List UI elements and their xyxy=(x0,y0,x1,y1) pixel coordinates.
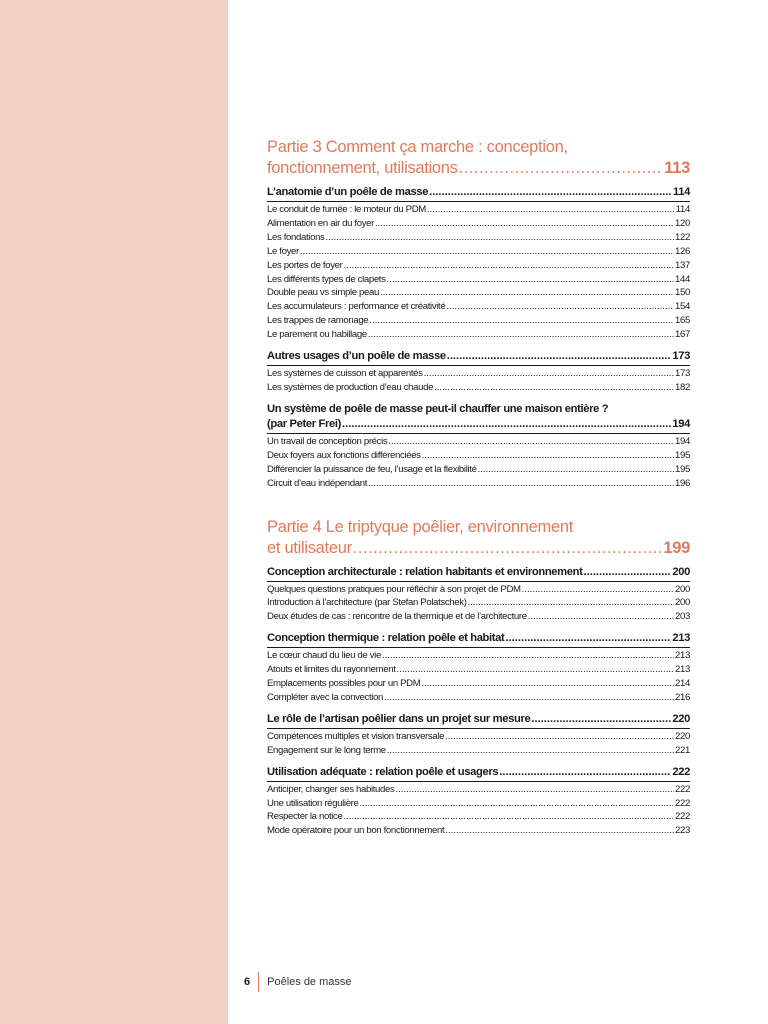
section-heading[interactable] xyxy=(267,185,690,202)
leader-dots xyxy=(397,663,675,677)
section-title-line1: Un système de poêle de masse peut-il chauffer une maison entière ? xyxy=(267,402,609,415)
part-3-heading xyxy=(267,137,690,179)
entry-page: 154 xyxy=(675,301,690,313)
table-of-contents xyxy=(267,137,690,838)
section-title: Le rôle de l’artisan poêlier dans un projet sur mesure xyxy=(267,712,531,725)
toc-entry[interactable] xyxy=(267,783,690,797)
entry-page: 221 xyxy=(675,744,690,756)
leader-dots xyxy=(387,273,674,287)
entry-label: Le conduit de fumée : le moteur du PDM xyxy=(267,204,426,215)
entry-label: Introduction à l’architecture (par Stefan Polatschek) xyxy=(267,597,467,609)
section-title: L’anatomie d’un poêle de masse xyxy=(267,186,429,198)
section-page: 194 xyxy=(672,417,690,430)
entry-page: 213 xyxy=(675,664,690,676)
leader-dots xyxy=(528,610,674,624)
entry-page: 195 xyxy=(675,449,690,461)
part-3-title-line1: Partie 3 Comment ça marche : conception, xyxy=(267,138,568,156)
toc-section xyxy=(267,712,690,758)
entry-label: Engagement sur le long terme xyxy=(267,744,386,756)
page-number: 6 xyxy=(244,976,251,988)
entry-page: 150 xyxy=(675,287,690,299)
section-heading[interactable] xyxy=(267,712,690,729)
toc-entry[interactable] xyxy=(267,691,690,705)
toc-section xyxy=(267,765,690,839)
entry-page: 223 xyxy=(675,825,690,837)
leader-dots xyxy=(343,259,674,273)
toc-section xyxy=(267,631,690,705)
entry-page: 214 xyxy=(675,678,690,690)
section-heading[interactable] xyxy=(267,765,690,782)
leader-dots xyxy=(429,185,672,200)
entry-page: 126 xyxy=(675,245,690,257)
entry-page: 196 xyxy=(675,477,690,489)
toc-entry[interactable] xyxy=(267,744,690,758)
entry-label: Les systèmes de production d’eau chaude xyxy=(267,381,434,393)
leader-dots xyxy=(424,367,674,381)
section-page: 213 xyxy=(672,632,690,645)
toc-entry[interactable] xyxy=(267,328,690,342)
toc-entry[interactable] xyxy=(267,286,690,300)
entry-label: Respecter la notice xyxy=(267,811,343,823)
entry-page: 165 xyxy=(675,315,690,327)
leader-dots xyxy=(343,810,674,824)
part-4-title-line2: et utilisateur xyxy=(267,538,352,557)
entry-label: Compétences multiples et vision transversale xyxy=(267,730,445,742)
entry-page: 222 xyxy=(675,797,690,809)
section-title: (par Peter Frei) xyxy=(267,417,341,430)
page-footer xyxy=(244,972,352,992)
entry-page: 222 xyxy=(675,811,690,823)
toc-entry[interactable] xyxy=(267,596,690,610)
entry-label: Emplacements possibles pour un PDM xyxy=(267,678,421,690)
leader-dots xyxy=(395,783,674,797)
entry-label: Le parement ou habillage xyxy=(267,329,367,341)
entry-page: 213 xyxy=(675,650,690,662)
entry-page: 114 xyxy=(675,204,690,215)
toc-entry[interactable] xyxy=(267,477,690,491)
toc-entry[interactable] xyxy=(267,797,690,811)
part-3-page: 113 xyxy=(664,159,690,177)
entry-page: 220 xyxy=(675,730,690,742)
toc-entry[interactable] xyxy=(267,435,690,449)
toc-entry[interactable] xyxy=(267,217,690,231)
leader-dots xyxy=(505,631,671,646)
leader-dots xyxy=(446,300,674,314)
entry-label: Atouts et limites du rayonnement xyxy=(267,664,396,676)
entry-label: Alimentation en air du foyer xyxy=(267,217,374,229)
footer-divider xyxy=(258,972,259,992)
entry-label: Anticiper, changer ses habitudes xyxy=(267,783,395,795)
section-page: 173 xyxy=(672,350,690,363)
toc-entry[interactable] xyxy=(267,824,690,838)
section-page: 220 xyxy=(672,712,690,725)
toc-entry[interactable] xyxy=(267,730,690,744)
entry-page: 120 xyxy=(675,217,690,229)
leader-dots xyxy=(522,583,674,597)
leader-dots xyxy=(427,203,675,217)
entry-label: Les fondations xyxy=(267,231,325,243)
entry-label: Deux foyers aux fonctions différenciées xyxy=(267,449,421,461)
toc-section xyxy=(267,349,690,395)
leader-dots xyxy=(353,538,663,559)
toc-entry[interactable] xyxy=(267,663,690,677)
leader-dots xyxy=(447,349,672,364)
entry-label: Quelques questions pratiques pour réfléchir à son projet de PDM xyxy=(267,583,521,595)
entry-label: Deux études de cas : rencontre de la thermique et de l’architecture xyxy=(267,611,527,623)
leader-dots xyxy=(445,824,674,838)
leader-dots xyxy=(342,417,671,432)
leader-dots xyxy=(499,765,671,780)
entry-label: Les différents types de clapets xyxy=(267,273,386,285)
section-page: 114 xyxy=(673,186,690,198)
toc-entry[interactable] xyxy=(267,677,690,691)
part-4-title-line1: Partie 4 Le triptyque poêlier, environnement xyxy=(267,517,573,536)
entry-label: Le cœur chaud du lieu de vie xyxy=(267,650,381,662)
toc-entry[interactable] xyxy=(267,367,690,381)
entry-page: 144 xyxy=(675,273,690,285)
entry-page: 173 xyxy=(675,368,690,380)
entry-label: Les systèmes de cuisson et apparentés xyxy=(267,368,423,380)
entry-page: 195 xyxy=(675,463,690,475)
leader-dots xyxy=(421,677,674,691)
leader-dots xyxy=(326,231,675,245)
entry-page: 182 xyxy=(675,381,690,393)
leader-dots xyxy=(388,435,674,449)
toc-entry[interactable] xyxy=(267,273,690,287)
leader-dots xyxy=(375,217,674,231)
toc-entry[interactable] xyxy=(267,810,690,824)
section-title: Utilisation adéquate : relation poêle et usagers xyxy=(267,765,499,778)
section-heading[interactable] xyxy=(267,565,690,582)
entry-page: 200 xyxy=(675,597,690,609)
leader-dots xyxy=(368,328,674,342)
entry-label: Le foyer xyxy=(267,245,299,257)
section-title: Conception architecturale : relation habitants et environnement xyxy=(267,565,583,578)
book-title: Poêles de masse xyxy=(267,976,352,988)
entry-label: Les portes de foyer xyxy=(267,259,343,271)
leader-dots xyxy=(360,797,675,811)
leader-dots xyxy=(387,744,674,758)
section-heading[interactable] xyxy=(267,402,690,434)
toc-entry[interactable] xyxy=(267,231,690,245)
leader-dots xyxy=(382,649,674,663)
entry-label: Un travail de conception précis xyxy=(267,435,388,447)
toc-entry[interactable] xyxy=(267,583,690,597)
section-heading[interactable] xyxy=(267,349,690,366)
entry-label: Les trappes de ramonage xyxy=(267,315,369,327)
entry-page: 194 xyxy=(675,435,690,447)
leader-dots xyxy=(478,463,674,477)
leader-dots xyxy=(369,314,674,328)
entry-page: 216 xyxy=(675,691,690,703)
entry-page: 122 xyxy=(675,231,690,243)
leader-dots xyxy=(368,477,674,491)
toc-section xyxy=(267,565,690,625)
leader-dots xyxy=(445,730,674,744)
part-3-title-line2: fonctionnement, utilisations xyxy=(267,159,458,177)
section-page: 222 xyxy=(672,765,690,778)
toc-section xyxy=(267,185,690,342)
entry-page: 203 xyxy=(675,611,690,623)
entry-label: Mode opératoire pour un bon fonctionnement xyxy=(267,825,445,837)
leader-dots xyxy=(531,712,671,727)
toc-entry[interactable] xyxy=(267,203,690,217)
toc-entry[interactable] xyxy=(267,463,690,477)
entry-page: 222 xyxy=(675,783,690,795)
entry-page: 167 xyxy=(675,329,690,341)
entry-label: Circuit d’eau indépendant xyxy=(267,477,368,489)
leader-dots xyxy=(422,449,674,463)
toc-entry[interactable] xyxy=(267,610,690,624)
entry-page: 137 xyxy=(675,259,690,271)
toc-entry[interactable] xyxy=(267,259,690,273)
entry-label: Double peau vs simple peau xyxy=(267,287,379,299)
toc-entry[interactable] xyxy=(267,245,690,259)
section-heading[interactable] xyxy=(267,631,690,648)
leader-dots xyxy=(468,596,674,610)
leader-dots xyxy=(584,565,672,580)
section-title: Autres usages d’un poêle de masse xyxy=(267,350,446,363)
toc-entry[interactable] xyxy=(267,300,690,314)
entry-label: Les accumulateurs : performance et créativité xyxy=(267,301,446,313)
part-3-title-row[interactable] xyxy=(267,158,690,179)
part-4-page: 199 xyxy=(663,538,690,557)
leader-dots xyxy=(300,245,674,259)
entry-label: Une utilisation régulière xyxy=(267,797,359,809)
toc-entry[interactable] xyxy=(267,649,690,663)
leader-dots xyxy=(459,158,664,179)
left-color-band xyxy=(0,0,228,1024)
section-title: Conception thermique : relation poêle et habitat xyxy=(267,632,505,645)
entry-page: 200 xyxy=(675,583,690,595)
leader-dots xyxy=(434,381,674,395)
entry-label: Différencier la puissance de feu, l’usage et la flexibilité xyxy=(267,463,477,475)
entry-label: Compléter avec la convection xyxy=(267,691,384,703)
toc-entry[interactable] xyxy=(267,314,690,328)
leader-dots xyxy=(380,286,674,300)
part-4-heading xyxy=(267,517,690,559)
part-4-title-row[interactable] xyxy=(267,538,690,559)
section-page: 200 xyxy=(672,565,690,578)
leader-dots xyxy=(384,691,674,705)
toc-entry[interactable] xyxy=(267,381,690,395)
toc-section xyxy=(267,402,690,491)
toc-entry[interactable] xyxy=(267,449,690,463)
